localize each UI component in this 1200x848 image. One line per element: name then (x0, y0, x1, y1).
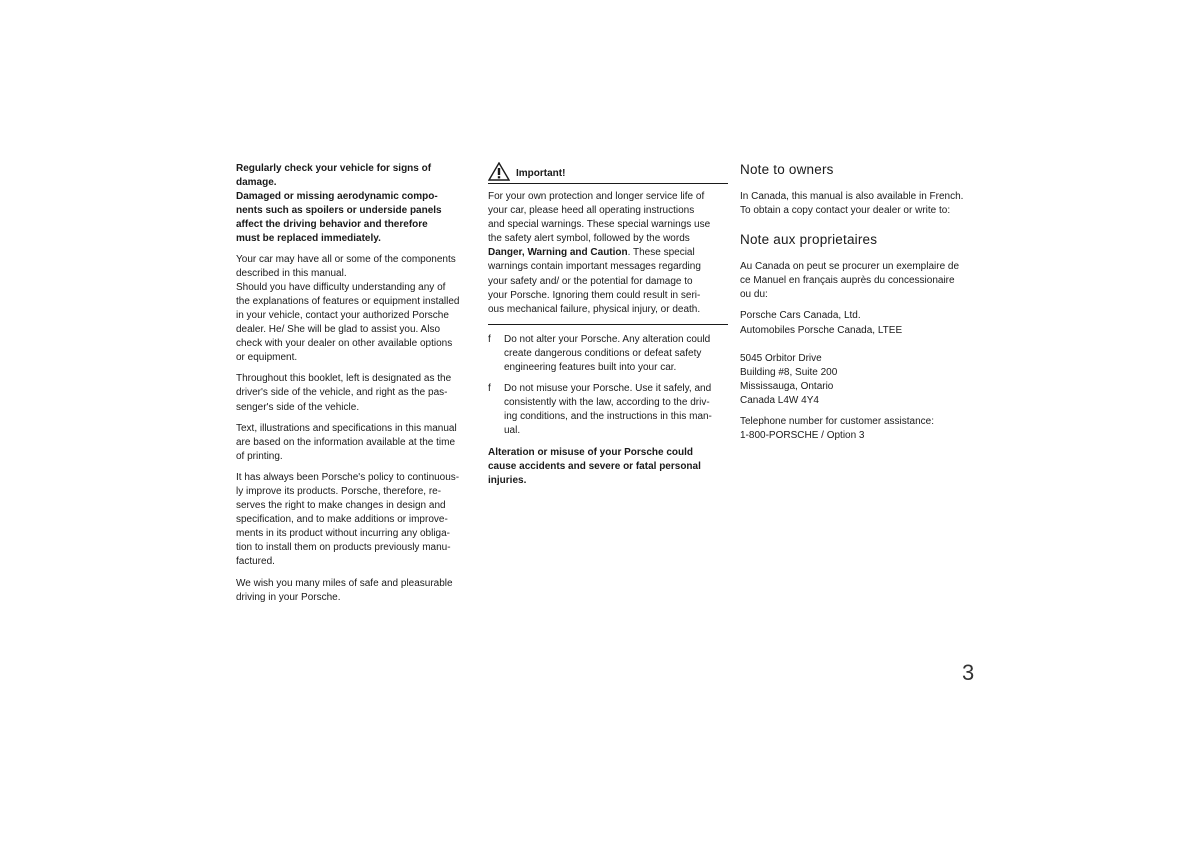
phone-info: Telephone number for customer assistance: 1-800-PORSCHE / Option 3 (740, 416, 934, 442)
owners-text: In Canada, this manual is also available in French. To obtain a copy contact your dealer or write to: (740, 191, 964, 217)
components-paragraph: Your car may have all or some of the components described in this manual. Should you have difficulty understanding any of the explanations of features or equipment installed in your vehicle, contact your authorized Porsche dealer. He/ She will be glad to assist you. Also check with your dealer on other available options or equipment. (236, 253, 460, 364)
specifications-paragraph: Text, illustrations and specifications in this manual are based on the information available at the time of printing. (236, 422, 457, 462)
important-label: Important! (516, 167, 566, 179)
damage-warning-intro: Regularly check your vehicle for signs of damage. Damaged or missing aerodynamic compo- nents such as spoilers or underside panels affect the driving behavior and therefore must be replaced immediately. (236, 163, 442, 245)
company-name: Porsche Cars Canada, Ltd. Automobiles Porsche Canada, LTEE (740, 310, 903, 336)
bullet-mark: f (488, 383, 491, 395)
middle-column (488, 162, 728, 488)
list-item (488, 333, 728, 375)
note-aux-proprietaires-heading: Note aux proprietaires (740, 232, 878, 248)
left-column (236, 162, 472, 612)
list-item (488, 382, 728, 438)
note-to-owners-heading: Note to owners (740, 162, 834, 177)
wishes-paragraph: We wish you many miles of safe and pleasurable driving in your Porsche. (236, 577, 453, 603)
address: 5045 Orbitor Drive Building #8, Suite 200 Mississauga, Ontario Canada L4W 4Y4 (740, 352, 838, 406)
bullet-text: Do not misuse your Porsche. Use it safely, and consistently with the law, according to the driv- ing conditions, and the instructions in this man- ual. (504, 383, 712, 437)
alert-words: Danger, Warning and Caution (488, 247, 628, 259)
right-column (740, 162, 980, 450)
policy-paragraph: It has always been Porsche's policy to continuous- ly improve its products. Porsche, therefore, re- serves the right to make changes in design and specification, and to make additions or improve- ments in its product without incurring any obliga- tion to install them on products previously manu- factured. (236, 471, 460, 568)
sides-paragraph: Throughout this booklet, left is designated as the driver's side of the vehicle, and right as the pas- senger's side of the vehicle. (236, 373, 452, 413)
french-text: Au Canada on peut se procurer un exemplaire de ce Manuel en français auprès du concessionaire ou du: (740, 261, 960, 301)
safety-paragraph: For your own protection and longer service life of your car, please heed all operating instructions and special warnings. These special warnings use the safety alert symbol, followed by the words Danger, Warning and Caution. These special warnings contain important messages regarding your safety and/ or the potential for damage to your Porsche. Ignoring them could result in seri- ous mechanical failure, physical injury, or death. (488, 191, 711, 315)
page-number: 3 (962, 660, 975, 685)
bullet-text: Do not alter your Porsche. Any alteration could create dangerous conditions or defeat safety engineering features built into your car. (504, 333, 711, 374)
final-warning: Alteration or misuse of your Porsche could cause accidents and severe or fatal personal injuries. (488, 446, 701, 486)
bullet-mark: f (488, 333, 491, 345)
important-heading (488, 162, 728, 184)
warning-triangle-icon (488, 162, 510, 181)
divider (488, 324, 728, 325)
